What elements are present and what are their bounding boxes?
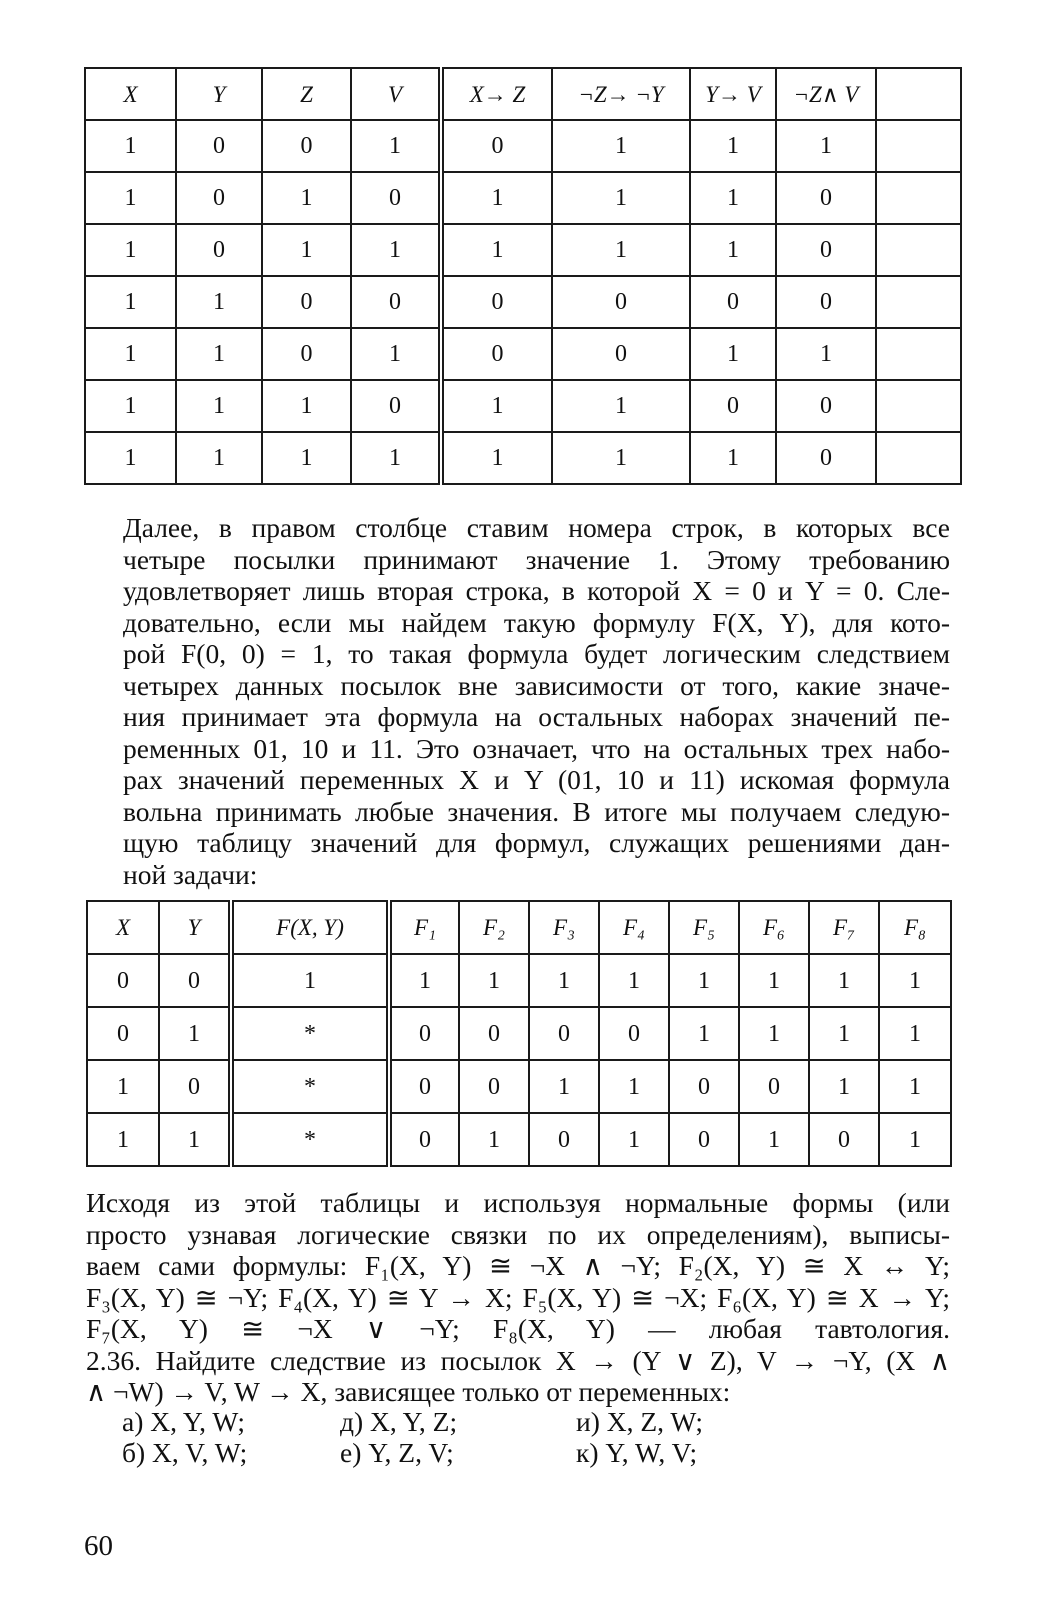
- column-header: F₄: [599, 901, 669, 954]
- table-cell: 1: [552, 380, 690, 432]
- text-line: ния принимает эта формула на остальных наборах значений пе-: [123, 701, 950, 732]
- table-cell: 0: [176, 120, 262, 172]
- table-cell: 0: [262, 276, 351, 328]
- table-cell: [876, 120, 961, 172]
- table-cell: 1: [690, 432, 776, 484]
- option-e: е) Y, Z, V;: [340, 1437, 454, 1468]
- table-cell: 1: [231, 954, 389, 1007]
- table-cell: 1: [809, 1007, 879, 1060]
- table-cell: 0: [441, 276, 552, 328]
- table-cell: *: [231, 1113, 389, 1166]
- table-cell: 0: [739, 1060, 809, 1113]
- table-cell: 1: [85, 328, 176, 380]
- page-number: 60: [84, 1530, 113, 1562]
- table-cell: 1: [599, 954, 669, 1007]
- table-cell: 0: [441, 120, 552, 172]
- table-header-row: [85, 68, 961, 120]
- table-cell: 1: [879, 1113, 951, 1166]
- table-row: [85, 328, 961, 380]
- table-cell: 1: [441, 172, 552, 224]
- table-row: [85, 172, 961, 224]
- table-cell: 1: [87, 1113, 159, 1166]
- table-row: [87, 1060, 951, 1113]
- table-cell: 1: [389, 954, 459, 1007]
- table-cell: 1: [879, 1007, 951, 1060]
- table-cell: 0: [351, 172, 441, 224]
- table-cell: 1: [776, 120, 876, 172]
- column-header: ¬Z→ ¬Y: [552, 68, 690, 120]
- table-cell: 1: [739, 1113, 809, 1166]
- table-cell: *: [231, 1060, 389, 1113]
- table-cell: 0: [159, 954, 231, 1007]
- column-header: F₂: [459, 901, 529, 954]
- text-line: рах значений переменных X и Y (01, 10 и 11) искомая формула: [123, 764, 950, 795]
- table-cell: 1: [809, 954, 879, 1007]
- column-header: F₁: [389, 901, 459, 954]
- table-cell: 1: [351, 224, 441, 276]
- table-cell: 0: [262, 120, 351, 172]
- table-cell: 1: [87, 1060, 159, 1113]
- table-cell: 1: [262, 380, 351, 432]
- table-cell: 1: [879, 954, 951, 1007]
- table-cell: 1: [176, 432, 262, 484]
- table-cell: 1: [552, 120, 690, 172]
- table-cell: 0: [776, 380, 876, 432]
- table-cell: 1: [176, 276, 262, 328]
- table-cell: 1: [176, 328, 262, 380]
- table-cell: 1: [159, 1007, 231, 1060]
- table-cell: 1: [459, 1113, 529, 1166]
- column-header: X: [85, 68, 176, 120]
- column-header: F₃: [529, 901, 599, 954]
- column-header: Y: [159, 901, 231, 954]
- column-header: X→ Z: [441, 68, 552, 120]
- truth-table-solutions: [86, 900, 952, 1167]
- table-cell: 1: [552, 432, 690, 484]
- table-cell: 1: [85, 224, 176, 276]
- table-cell: 0: [690, 380, 776, 432]
- table-cell: [876, 328, 961, 380]
- table-cell: 1: [739, 1007, 809, 1060]
- table-row: [85, 276, 961, 328]
- table-cell: 0: [529, 1113, 599, 1166]
- table-cell: 0: [262, 328, 351, 380]
- table-cell: 1: [351, 328, 441, 380]
- option-d: д) X, Y, Z;: [340, 1406, 458, 1437]
- option-b: б) X, V, W;: [122, 1437, 248, 1468]
- table-cell: 1: [552, 224, 690, 276]
- table-cell: 0: [776, 432, 876, 484]
- text-line: четыре посылки принимают значение 1. Этому требованию: [123, 543, 950, 575]
- table-cell: 0: [389, 1113, 459, 1166]
- text-line: Исходя из этой таблицы и используя нормальные формы (или: [86, 1187, 950, 1218]
- table-cell: 0: [459, 1007, 529, 1060]
- text-line: четырех данных посылок вне зависимости от того, какие значе-: [123, 669, 950, 701]
- explanation-paragraph: [86, 512, 950, 890]
- table-cell: 1: [669, 954, 739, 1007]
- table-cell: 1: [85, 172, 176, 224]
- table-row: [85, 432, 961, 484]
- table-cell: [876, 276, 961, 328]
- table-header-row: [87, 901, 951, 954]
- column-header: X: [87, 901, 159, 954]
- table-cell: 0: [776, 172, 876, 224]
- table-cell: 1: [262, 224, 351, 276]
- table-cell: 0: [776, 224, 876, 276]
- column-header: F₈: [879, 901, 951, 954]
- column-header: F₅: [669, 901, 739, 954]
- table-row: [87, 954, 951, 1007]
- table-cell: 0: [776, 276, 876, 328]
- answer-options-row-2: [122, 1437, 822, 1469]
- table-cell: 1: [739, 954, 809, 1007]
- text-line: ваем сами формулы: F₁(X, Y) ≅ ¬X ∧ ¬Y; F₂(X, Y) ≅ X ↔ Y;: [86, 1250, 950, 1281]
- table-cell: [876, 380, 961, 432]
- table-cell: 0: [389, 1007, 459, 1060]
- table-cell: 1: [809, 1060, 879, 1113]
- text-line: Далее, в правом столбце ставим номера строк, в которых все: [123, 512, 950, 543]
- table-cell: 0: [599, 1007, 669, 1060]
- table-cell: 1: [441, 224, 552, 276]
- table-cell: 1: [529, 1060, 599, 1113]
- table-cell: 0: [87, 1007, 159, 1060]
- table-cell: 1: [529, 954, 599, 1007]
- column-header: Z: [262, 68, 351, 120]
- column-header: [876, 68, 961, 120]
- text-line: F₇(X, Y) ≅ ¬X ∨ ¬Y; F₈(X, Y) — любая тавтология.: [86, 1313, 950, 1344]
- table-cell: 1: [690, 328, 776, 380]
- table-row: [85, 120, 961, 172]
- text-line: просто узнавая логические связки по их определениям), выписы-: [86, 1218, 950, 1250]
- table-cell: 0: [552, 276, 690, 328]
- column-header: Y→ V: [690, 68, 776, 120]
- text-line: рой F(0, 0) = 1, то такая формула будет логическим следствием: [123, 638, 950, 669]
- option-a: а) X, Y, W;: [122, 1406, 245, 1437]
- column-header: F₆: [739, 901, 809, 954]
- option-k: к) Y, W, V;: [576, 1437, 698, 1468]
- table-row: [87, 1113, 951, 1166]
- table-cell: 1: [85, 276, 176, 328]
- table-cell: 0: [529, 1007, 599, 1060]
- text-line: щую таблицу значений для формул, служащих решениями дан-: [123, 827, 950, 858]
- table-cell: 1: [85, 120, 176, 172]
- formulas-paragraph: [86, 1187, 950, 1408]
- table-cell: 0: [389, 1060, 459, 1113]
- table-cell: 1: [85, 432, 176, 484]
- text-line: ной задачи:: [123, 858, 258, 890]
- table-cell: 1: [599, 1113, 669, 1166]
- column-header: Y: [176, 68, 262, 120]
- table-cell: 0: [351, 380, 441, 432]
- table-cell: 1: [552, 172, 690, 224]
- table-cell: [876, 224, 961, 276]
- table-cell: 0: [669, 1113, 739, 1166]
- option-i: и) X, Z, W;: [576, 1406, 703, 1437]
- table-cell: 0: [690, 276, 776, 328]
- answer-options-row-1: [122, 1406, 822, 1438]
- table-cell: 1: [879, 1060, 951, 1113]
- text-line: удовлетворяет лишь вторая строка, в которой X = 0 и Y = 0. Сле-: [123, 575, 950, 606]
- table-cell: 1: [690, 224, 776, 276]
- text-line: 2.36. Найдите следствие из посылок X → (Y ∨ Z), V → ¬Y, (X ∧: [86, 1344, 950, 1376]
- table-cell: 0: [441, 328, 552, 380]
- table-row: [85, 380, 961, 432]
- table-cell: 0: [809, 1113, 879, 1166]
- table-cell: 1: [85, 380, 176, 432]
- table-row: [85, 224, 961, 276]
- text-line: ∧ ¬W) → V, W → X, зависящее только от переменных:: [86, 1376, 731, 1407]
- truth-table-premises: [84, 67, 962, 485]
- table-cell: 1: [262, 172, 351, 224]
- table-cell: 0: [351, 276, 441, 328]
- table-cell: 0: [159, 1060, 231, 1113]
- table-cell: [876, 172, 961, 224]
- column-header: ¬Z∧ V: [776, 68, 876, 120]
- table-cell: 1: [441, 432, 552, 484]
- text-line: F₃(X, Y) ≅ ¬Y; F₄(X, Y) ≅ Y → X; F₅(X, Y) ≅ ¬X; F₆(X, Y) ≅ X → Y;: [86, 1281, 950, 1313]
- table-cell: 0: [176, 172, 262, 224]
- table-cell: 1: [441, 380, 552, 432]
- table-cell: 1: [690, 120, 776, 172]
- table-cell: 1: [776, 328, 876, 380]
- table-cell: 0: [459, 1060, 529, 1113]
- table-cell: 0: [176, 224, 262, 276]
- table-row: [87, 1007, 951, 1060]
- table-cell: 1: [159, 1113, 231, 1166]
- table-cell: 1: [351, 432, 441, 484]
- table-cell: 1: [599, 1060, 669, 1113]
- text-line: довательно, если мы найдем такую формулу F(X, Y), для кото-: [123, 606, 950, 638]
- table-cell: 0: [87, 954, 159, 1007]
- table-cell: 1: [176, 380, 262, 432]
- table-cell: [876, 432, 961, 484]
- table-cell: 1: [669, 1007, 739, 1060]
- table-cell: 1: [262, 432, 351, 484]
- text-line: ременных 01, 10 и 11. Это означает, что на остальных трех набо-: [123, 732, 950, 764]
- table-cell: 1: [351, 120, 441, 172]
- table-cell: 1: [690, 172, 776, 224]
- text-line: вольна принимать любые значения. В итоге мы получаем следую-: [123, 795, 950, 827]
- table-cell: *: [231, 1007, 389, 1060]
- column-header: V: [351, 68, 441, 120]
- table-cell: 1: [459, 954, 529, 1007]
- column-header: F(X, Y): [231, 901, 389, 954]
- column-header: F₇: [809, 901, 879, 954]
- table-cell: 0: [669, 1060, 739, 1113]
- table-cell: 0: [552, 328, 690, 380]
